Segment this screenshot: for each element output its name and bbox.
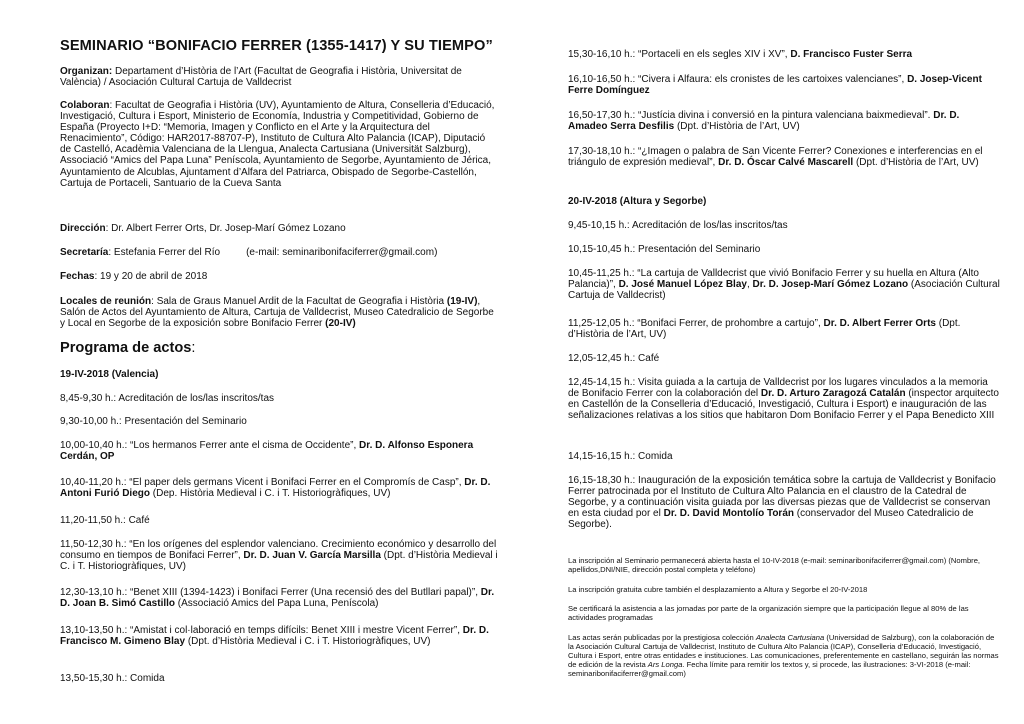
item-speaker: Dr. D. Juan V. García Marsilla — [243, 550, 381, 562]
item-affiliation: (Dpt. d’Història Medieval i C. i T. Historiogràfiques, UV) — [60, 550, 498, 573]
item-separator: , — [746, 279, 753, 291]
locales-text-b: , Salón de Actos del Ayuntamiento de Altura, Cartuja de Valldecrist, Museo Catedralicio de Segorbe y Local en Segorbe de la exposición sobre Bonifacio Ferrer — [60, 296, 494, 330]
item-text: 14,15-16,15 h.: Comida — [568, 451, 673, 462]
note-text: Las actas serán publicadas por la prestigiosa colección — [568, 633, 756, 642]
program-item — [568, 49, 1000, 60]
program-item — [568, 244, 1000, 255]
item-text: 10,40-11,20 h.: “El paper dels germans Vicent i Bonifaci Ferrer en el Compromís de Casp”, — [60, 477, 465, 488]
colaboran-block — [60, 100, 498, 189]
note-free-travel: La inscripción gratuita cubre también el desplazamiento a Altura y Segorbe el 20-IV-2018 — [568, 585, 868, 594]
item-speaker: Dr. D. Arturo Zaragozá Catalán — [760, 388, 906, 400]
note-journal-title: Ars Longa — [647, 659, 683, 669]
item-text: 16,15-18,30 h.: Inauguración de la exposición temática sobre la cartuja de Valldecrist y Bonifacio Ferrer patrocinada por el Instituto de Cultura Alto Palancia en el claustro de la Catedral de Segorbe, y a continuación visita guiada por las diversas piezas que de Valldecrist se conservan en esta ciudad por el — [568, 475, 996, 520]
program-item — [568, 110, 1000, 132]
program-item — [568, 353, 1000, 364]
programa-heading — [60, 340, 195, 356]
item-speaker: Dr. D. Amadeo Serra Desfilis — [568, 110, 960, 133]
item-speaker: D. Francisco Fuster Serra — [790, 49, 913, 60]
secretaria-block — [60, 247, 498, 258]
fechas-text: : 19 y 20 de abril de 2018 — [94, 271, 208, 282]
programa-colon: : — [191, 340, 196, 356]
secretaria-text: : Estefania Ferrer del Río — [108, 247, 221, 258]
item-affiliation: (conservador del Museo Catedralicio de Segorbe). — [568, 508, 974, 531]
locales-date-1: (19-IV) — [446, 296, 478, 307]
program-item — [568, 451, 1000, 462]
day1-heading: 19-IV-2018 (Valencia) — [60, 369, 159, 380]
direccion-label: Dirección — [60, 223, 106, 234]
item-text: 12,30-13,10 h.: “Benet XIII (1394-1423) i Bonifaci Ferrer (Una recensió des del Butllari papal)”, — [60, 587, 481, 598]
program-item — [60, 440, 498, 462]
program-item — [568, 220, 1000, 231]
note-proceedings — [568, 634, 1000, 679]
locales-label: Locales de reunión — [60, 296, 152, 307]
direccion-text: : Dr. Albert Ferrer Orts, Dr. Josep-Marí Gómez Lozano — [105, 223, 346, 234]
item-speaker: Dr. D. Joan B. Simó Castillo — [60, 587, 495, 610]
item-text: 11,50-12,30 h.: “En los orígenes del esplendor valenciano. Crecimiento económico y desarrollo del consumo en tiempos de Bonifaci Ferrer”, — [60, 539, 497, 562]
item-text: 12,05-12,45 h.: Café — [568, 353, 660, 364]
item-speaker: Dr. D. Josep-Marí Gómez Lozano — [752, 279, 909, 291]
program-item — [60, 477, 498, 499]
item-text: 11,20-11,50 h.: Café — [60, 515, 150, 526]
item-text: 13,10-13,50 h.: “Amistat i col·laboració en temps difícils: Benet XIII i mestre Vicent Ferrer”, — [60, 625, 463, 636]
organizan-text: Departament d’Història de l’Art (Facultat de Geografia i Història, Universitat de València) / Asociación Cultural Cartuja de Valldecrist — [60, 66, 462, 89]
program-item — [568, 377, 1000, 421]
colaboran-text: : Facultat de Geografia i Història (UV), Ayuntamiento de Altura, Conselleria d’Educació, Investigació, Cultura i Esport, Ministerio de Economía, Industria y Competitividad, Gobierno de España (Proyecto I+D: “Memoria, Imagen y Conflicto en el Arte y la Arquitectura del Renacimiento”, Código: HAR2017-88707-P), Instituto de Cultura Alto Palancia (ICAP), Diputació de Castelló, Acadèmia Valenciana de la Llengua, Analecta Cartusiana (Universität Salzburg), Associació “Amics del Papa Luna” Peníscola, Ayuntamiento de Segorbe, Ayuntamiento de Jérica, Ayuntamiento de Alcublas, Ajuntament d’Alfara del Patriarca, Obispado de Segorbe-Castellón, Cartuja de Portaceli, Santuario de la Cueva Santa — [60, 100, 495, 189]
program-item — [568, 146, 1000, 168]
item-speaker: D. José Manuel López Blay — [618, 279, 747, 291]
program-item — [60, 625, 498, 647]
secretaria-email: (e-mail: seminaribonifaciferrer@gmail.com) — [246, 247, 438, 258]
program-item — [568, 268, 1000, 301]
item-text: 11,25-12,05 h.: “Bonifaci Ferrer, de prohombre a cartujo”, — [568, 318, 824, 329]
program-item — [568, 475, 1000, 530]
note-series-title: Analecta Cartusiana — [755, 633, 825, 642]
note-text: . Fecha límite para remitir los textos y, si procede, las ilustraciones: 3-VI-2018 (e-mail: seminaribonifaciferrer@gmail.com) — [568, 659, 971, 678]
item-text: 16,10-16,50 h.: “Civera i Alfaura: els cronistes de les cartoixes valencianes”, — [568, 74, 908, 85]
seminar-title: SEMINARIO “BONIFACIO FERRER (1355-1417) Y SU TIEMPO” — [60, 38, 493, 54]
program-item — [568, 74, 1000, 96]
fechas-label: Fechas — [60, 271, 95, 282]
program-item — [568, 318, 1000, 340]
program-item — [60, 587, 498, 609]
item-speaker: Dr. D. Francisco M. Gimeno Blay — [60, 625, 489, 648]
program-item — [60, 539, 498, 572]
locales-text-a: : Sala de Graus Manuel Ardit de la Facultat de Geografia i Història — [151, 296, 447, 307]
program-item — [60, 673, 498, 684]
item-affiliation: (Asociación Cultural Cartuja de Valldecrist) — [568, 279, 1000, 302]
item-speaker: Dr. D. Antoni Furió Diego — [60, 477, 491, 500]
day2-heading: 20-IV-2018 (Altura y Segorbe) — [568, 196, 707, 207]
item-text: 9,45-10,15 h.: Acreditación de los/las inscritos/tas — [568, 220, 788, 231]
item-speaker: Dr. D. Albert Ferrer Orts — [823, 318, 936, 329]
item-text: 10,00-10,40 h.: “Los hermanos Ferrer ante el cisma de Occidente”, — [60, 440, 360, 451]
item-affiliation: , OP — [94, 451, 115, 463]
item-affiliation: (Dpt. d’Història de l’Art, UV) — [853, 157, 979, 169]
note-certificate: Se certificará la asistencia a las jornadas por parte de la organización siempre que la participación llegue al 80% de las actividades programadas — [568, 604, 969, 622]
fechas-block — [60, 271, 498, 282]
note-text: (Universidad de Salzburg), con la colaboración de la Asociación Cultural Cartuja de Valldecrist, Instituto de Cultura Alto Palancia (ICAP), Conselleria d’Educació, Investigació, Cultura i Esport, entre otras entidades e instituciones. Las comunicaciones, preferentemente en castellano, seguirán las normas de edición de la revista — [568, 633, 999, 669]
item-affiliation: (Dpt. d’Història de l’Art, UV) — [568, 318, 961, 341]
organizan-label: Organizan: — [60, 66, 113, 77]
direccion-block — [60, 223, 498, 234]
item-text: 8,45-9,30 h.: Acreditación de los/las inscritos/tas — [60, 393, 275, 404]
programa-label: Programa de actos — [60, 340, 192, 356]
locales-date-2: (20-IV) — [325, 318, 356, 330]
locales-block — [60, 296, 498, 329]
item-text: 17,30-18,10 h.: “¿Imagen o palabra de San Vicente Ferrer? Conexiones e interferencias en el triángulo de expresión medieval”, — [568, 146, 983, 169]
item-text: 12,45-14,15 h.: Visita guiada a la cartuja de Valldecrist por los lugares vinculados a la memoria de Bonifacio Ferrer con la colaboración del — [568, 377, 988, 400]
item-speaker: Dr. D. Alfonso Esponera Cerdán — [60, 440, 474, 463]
item-text: 9,30-10,00 h.: Presentación del Seminario — [60, 416, 247, 427]
program-item — [60, 416, 498, 427]
item-text: 10,15-10,45 h.: Presentación del Seminario — [568, 244, 761, 255]
note-inscription: La inscripción al Seminario permanecerá abierta hasta el 10-IV-2018 (e-mail: seminaribonifaciferrer@gmail.com) (Nombre, apellidos,DNI/NIE, dirección postal completa y teléfono) — [568, 556, 981, 574]
program-item — [60, 515, 498, 526]
item-affiliation: (Associació Amics del Papa Luna, Peníscola) — [175, 598, 379, 610]
item-affiliation: (inspector arquitecto en Castellón de la Conselleria d’Educació, Investigació, Cultura i Esport) e inauguración de las señalizaciones relativas a los sitios que habitaron Dom Bonifacio Ferrer y el Papa Benedicto XIII — [568, 388, 999, 422]
item-text: 15,30-16,10 h.: “Portaceli en els segles XIV i XV”, — [568, 49, 791, 60]
program-item — [60, 393, 498, 404]
organizan-block — [60, 66, 498, 88]
secretaria-label: Secretaría — [60, 247, 109, 258]
item-affiliation: (Dpt. d’Història de l’Art, UV) — [674, 121, 800, 133]
item-affiliation: (Dpt. d’Història Medieval i C. i T. Historiogràfiques, UV) — [185, 636, 431, 648]
item-text: 10,45-11,25 h.: “La cartuja de Valldecrist que vivió Bonifacio Ferrer y su huella en Altura (Alto Palancia)”, — [568, 268, 979, 291]
item-speaker: Dr. D. David Montolío Torán — [663, 508, 794, 520]
item-text: 13,50-15,30 h.: Comida — [60, 673, 165, 684]
item-speaker: D. Josep-Vicent Ferre Domínguez — [568, 74, 982, 97]
item-text: 16,50-17,30 h.: “Justícia divina i conversió en la pintura valenciana baixmedieval”. — [568, 110, 934, 121]
item-speaker: Dr. D. Óscar Calvé Mascarell — [718, 157, 854, 169]
colaboran-label: Colaboran — [60, 100, 110, 111]
item-affiliation: (Dep. Història Medieval i C. i T. Historiogràfiques, UV) — [150, 488, 391, 500]
